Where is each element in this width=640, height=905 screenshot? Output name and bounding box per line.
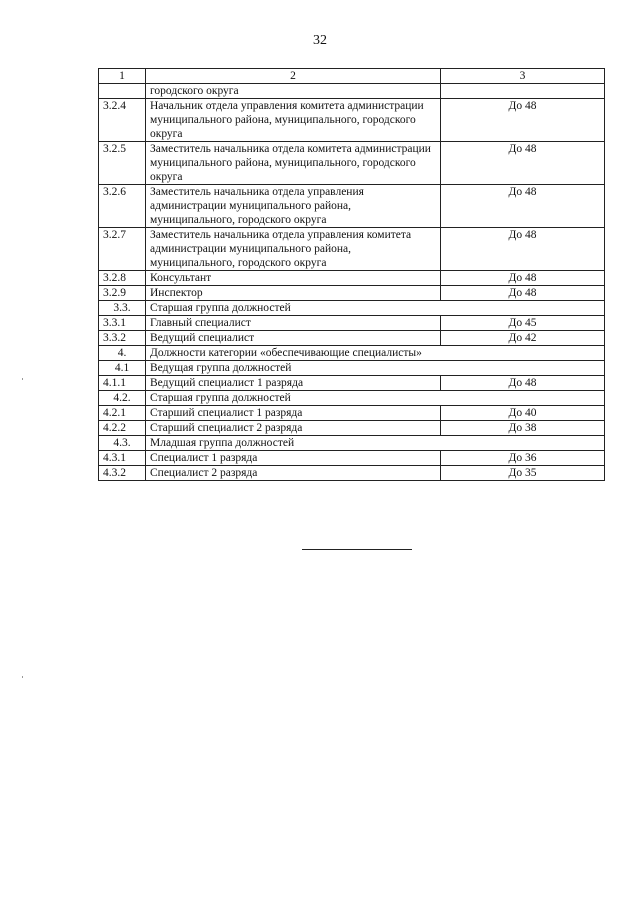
scan-mark <box>22 676 23 678</box>
position-name: Старшая группа должностей <box>146 391 605 406</box>
table-header-row <box>99 69 605 84</box>
position-value: До 45 <box>441 316 605 331</box>
position-value: До 48 <box>441 142 605 185</box>
position-value: До 35 <box>441 466 605 481</box>
table-row <box>99 466 605 481</box>
position-name: Старший специалист 1 разряда <box>146 406 441 421</box>
position-name: Старшая группа должностей <box>146 301 605 316</box>
position-name: Специалист 1 разряда <box>146 451 441 466</box>
row-number: 4.3.2 <box>99 466 146 481</box>
row-number: 3.2.7 <box>99 228 146 271</box>
group-row <box>99 301 605 316</box>
row-number: 3.2.5 <box>99 142 146 185</box>
position-value: До 40 <box>441 406 605 421</box>
row-number: 3.2.9 <box>99 286 146 301</box>
column-header: 3 <box>441 69 605 84</box>
position-name: Должности категории «обеспечивающие специалисты» <box>146 346 605 361</box>
position-name: Заместитель начальника отдела управления администрации муниципального района, муниципального, городского округа <box>146 185 441 228</box>
row-number <box>99 84 146 99</box>
position-name: Старший специалист 2 разряда <box>146 421 441 436</box>
table-row <box>99 316 605 331</box>
position-value <box>441 84 605 99</box>
position-name: Главный специалист <box>146 316 441 331</box>
table-row <box>99 421 605 436</box>
row-number: 4.2. <box>99 391 146 406</box>
row-number: 4. <box>99 346 146 361</box>
table-row <box>99 376 605 391</box>
table-row <box>99 286 605 301</box>
position-value: До 38 <box>441 421 605 436</box>
position-value: До 42 <box>441 331 605 346</box>
column-header: 1 <box>99 69 146 84</box>
position-value: До 36 <box>441 451 605 466</box>
table-row <box>99 271 605 286</box>
position-value: До 48 <box>441 376 605 391</box>
position-value: До 48 <box>441 99 605 142</box>
table-row <box>99 142 605 185</box>
position-name: Инспектор <box>146 286 441 301</box>
row-number: 3.3.2 <box>99 331 146 346</box>
row-number: 3.2.4 <box>99 99 146 142</box>
position-name: городского округа <box>146 84 441 99</box>
position-value: До 48 <box>441 286 605 301</box>
row-number: 4.2.2 <box>99 421 146 436</box>
row-number: 3.2.8 <box>99 271 146 286</box>
table-row <box>99 406 605 421</box>
row-number: 3.3. <box>99 301 146 316</box>
table-row <box>99 228 605 271</box>
page-number: 32 <box>313 33 327 48</box>
table-row <box>99 331 605 346</box>
position-name: Заместитель начальника отдела управления комитета администрации муниципального района, муниципального, городского округа <box>146 228 441 271</box>
position-name: Ведущий специалист <box>146 331 441 346</box>
row-number: 4.1 <box>99 361 146 376</box>
table-row <box>99 99 605 142</box>
table-row <box>99 84 605 99</box>
position-value: До 48 <box>441 228 605 271</box>
group-row <box>99 391 605 406</box>
position-name: Ведущий специалист 1 разряда <box>146 376 441 391</box>
row-number: 4.3. <box>99 436 146 451</box>
column-header: 2 <box>146 69 441 84</box>
table-body <box>99 84 605 481</box>
position-value: До 48 <box>441 185 605 228</box>
row-number: 3.3.1 <box>99 316 146 331</box>
end-rule <box>302 549 412 550</box>
group-row <box>99 361 605 376</box>
row-number: 4.2.1 <box>99 406 146 421</box>
position-name: Специалист 2 разряда <box>146 466 441 481</box>
position-name: Заместитель начальника отдела комитета администрации муниципального района, муниципального, городского округа <box>146 142 441 185</box>
table-row <box>99 451 605 466</box>
position-name: Консультант <box>146 271 441 286</box>
position-value: До 48 <box>441 271 605 286</box>
salary-table <box>98 68 605 481</box>
position-name: Начальник отдела управления комитета администрации муниципального района, муниципального, городского округа <box>146 99 441 142</box>
row-number: 3.2.6 <box>99 185 146 228</box>
table-row <box>99 185 605 228</box>
row-number: 4.3.1 <box>99 451 146 466</box>
position-name: Ведущая группа должностей <box>146 361 605 376</box>
position-name: Младшая группа должностей <box>146 436 605 451</box>
group-row <box>99 346 605 361</box>
group-row <box>99 436 605 451</box>
row-number: 4.1.1 <box>99 376 146 391</box>
scan-mark <box>22 378 23 380</box>
